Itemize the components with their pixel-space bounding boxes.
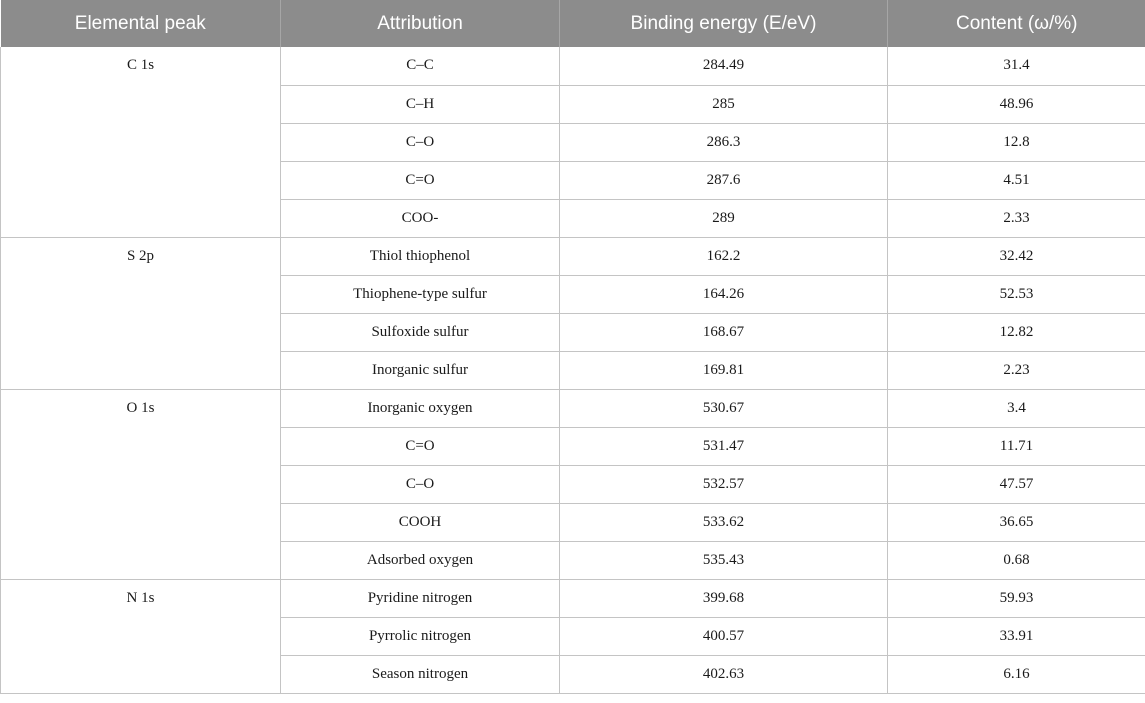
binding-energy-cell: 533.62 [560,503,888,541]
binding-energy-cell: 162.2 [560,237,888,275]
binding-energy-cell: 168.67 [560,313,888,351]
binding-energy-cell: 169.81 [560,351,888,389]
attribution-cell: C=O [281,427,560,465]
content-cell: 32.42 [888,237,1145,275]
attribution-cell: Thiol thiophenol [281,237,560,275]
table-row [1,389,1145,427]
binding-energy-cell: 287.6 [560,161,888,199]
attribution-cell: C–O [281,465,560,503]
content-cell: 0.68 [888,541,1145,579]
attribution-cell: Adsorbed oxygen [281,541,560,579]
content-cell: 12.82 [888,313,1145,351]
attribution-cell: C–C [281,47,560,85]
binding-energy-cell: 532.57 [560,465,888,503]
attribution-cell: Thiophene-type sulfur [281,275,560,313]
attribution-cell: C=O [281,161,560,199]
binding-energy-cell: 399.68 [560,579,888,617]
header-elemental-peak: Elemental peak [1,0,281,47]
attribution-cell: Season nitrogen [281,655,560,693]
binding-energy-cell: 164.26 [560,275,888,313]
content-cell: 2.23 [888,351,1145,389]
content-cell: 6.16 [888,655,1145,693]
header-content: Content (ω/%) [888,0,1145,47]
binding-energy-cell: 284.49 [560,47,888,85]
content-cell: 11.71 [888,427,1145,465]
content-cell: 12.8 [888,123,1145,161]
binding-energy-cell: 531.47 [560,427,888,465]
elemental-peak-cell: N 1s [1,579,281,693]
header-row [1,0,1145,47]
attribution-cell: C–H [281,85,560,123]
attribution-cell: Pyrrolic nitrogen [281,617,560,655]
table-row [1,579,1145,617]
content-cell: 2.33 [888,199,1145,237]
content-cell: 48.96 [888,85,1145,123]
content-cell: 36.65 [888,503,1145,541]
binding-energy-cell: 530.67 [560,389,888,427]
content-cell: 3.4 [888,389,1145,427]
binding-energy-cell: 402.63 [560,655,888,693]
content-cell: 59.93 [888,579,1145,617]
table-body [1,47,1145,693]
binding-energy-cell: 535.43 [560,541,888,579]
attribution-cell: Pyridine nitrogen [281,579,560,617]
binding-energy-cell: 285 [560,85,888,123]
content-cell: 33.91 [888,617,1145,655]
attribution-cell: COOH [281,503,560,541]
table-row [1,237,1145,275]
header-attribution: Attribution [281,0,560,47]
elemental-peak-cell: S 2p [1,237,281,389]
attribution-cell: COO- [281,199,560,237]
header-binding-energy: Binding energy (E/eV) [560,0,888,47]
elemental-peak-cell: O 1s [1,389,281,579]
binding-energy-cell: 286.3 [560,123,888,161]
table-row [1,47,1145,85]
content-cell: 31.4 [888,47,1145,85]
binding-energy-cell: 400.57 [560,617,888,655]
binding-energy-cell: 289 [560,199,888,237]
content-cell: 47.57 [888,465,1145,503]
attribution-cell: Inorganic oxygen [281,389,560,427]
table-header [1,0,1145,47]
content-cell: 4.51 [888,161,1145,199]
attribution-cell: C–O [281,123,560,161]
attribution-cell: Inorganic sulfur [281,351,560,389]
elemental-peak-cell: C 1s [1,47,281,237]
content-cell: 52.53 [888,275,1145,313]
attribution-cell: Sulfoxide sulfur [281,313,560,351]
